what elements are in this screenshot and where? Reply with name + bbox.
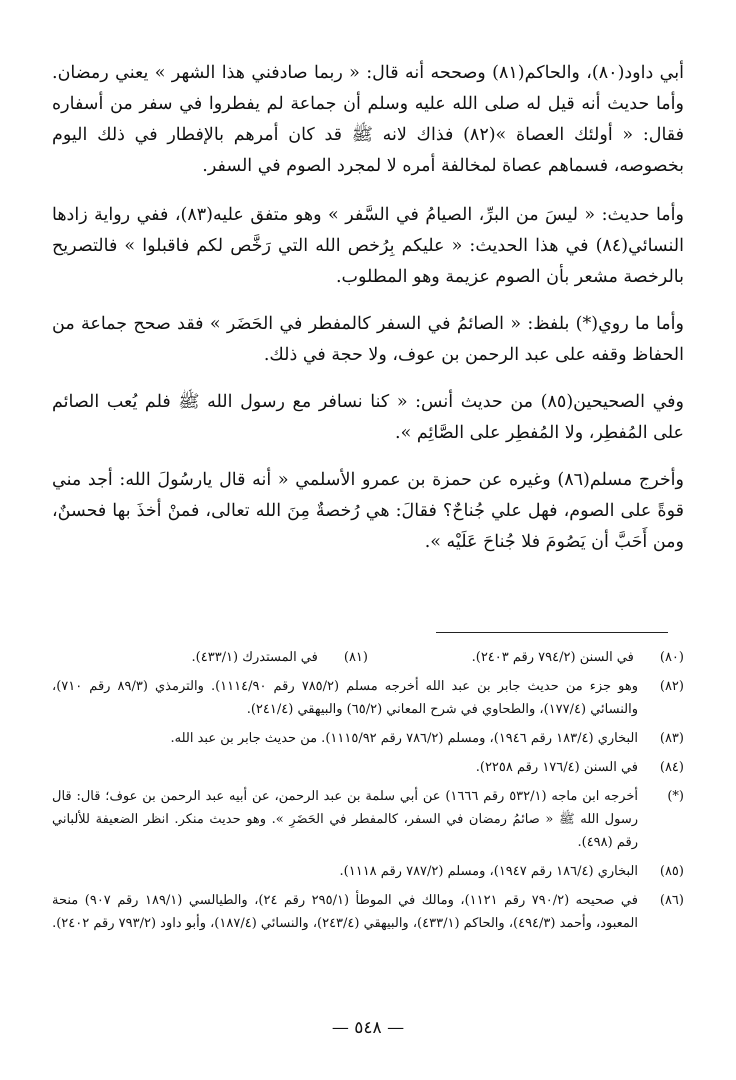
paragraph-2: وأما حديث: « ليسَ من البرِّ، الصيامُ في السَّفر » وهو متفق عليه(٨٣)، ففي رواية زادها النسائي(٨٤) في هذا الحديث: « عليكم بِرُخص الله التي رَخَّص لكم فاقبلوا » فالتصريح بالرخصة مشعر بأن الصوم عزيمة وهو المطلوب. bbox=[52, 205, 684, 287]
footnote-number: (٨٤) bbox=[659, 760, 684, 775]
footnote-text: وهو جزء من حديث جابر بن عبد الله أخرجه مسلم (٧٨٥/٢ رقم ١١١٤/٩٠). والترمذي (٨٩/٣ رقم ٧١٠)، والنسائي (١٧٧/٤)، والطحاوي في شرح المعاني (٦٥/٢) والبيهقي (٢٤١/٤). bbox=[52, 679, 638, 717]
footnote-number: (٨٥) bbox=[659, 864, 684, 879]
footnote-text: أخرجه ابن ماجه (٥٣٢/١ رقم ١٦٦٦) عن أبي سلمة بن عبد الرحمن، عن أبيه عبد الرحمن بن عوف؛ قال: قال رسول الله ﷺ « صائمُ رمضان في السفر، كالمفطر في الحَضَرِ ». وهو حديث منكر. انظر الضعيفة للألباني رقم (٤٩٨). bbox=[52, 789, 638, 850]
footnote-80 bbox=[368, 646, 684, 669]
footnote-text: البخاري (١٨٦/٤ رقم ١٩٤٧)، ومسلم (٧٨٧/٢ رقم ١١١٨). bbox=[339, 864, 638, 879]
footnote-number: (٨٠) bbox=[659, 650, 684, 665]
footnote-text: في السنن (١٧٦/٤ رقم ٢٢٥٨). bbox=[475, 760, 638, 775]
footnote-text: في المستدرك (٤٣٣/١). bbox=[191, 650, 318, 665]
footnote-number: (٨٣) bbox=[659, 731, 684, 746]
footnote-number: (٨٢) bbox=[659, 679, 684, 694]
footnote-text: في صحيحه (٧٩٠/٢ رقم ١١٢١)، ومالك في الموطأ (٢٩٥/١ رقم ٢٤)، والطيالسي (١٨٩/١ رقم ٩٠٧) منحة المعبود، وأحمد (٤٩٤/٣)، والحاكم (٤٣٣/١)، والبيهقي (٢٤٣/٤)، والنسائي (١٨٧/٤)، وأبو داود (٧٩٣/٢ رقم ٢٤٠٢). bbox=[52, 893, 638, 931]
main-text bbox=[52, 58, 684, 574]
footnote-text: البخاري (١٨٣/٤ رقم ١٩٤٦)، ومسلم (٧٨٦/٢ رقم ١١١٥/٩٢). من حديث جابر بن عبد الله. bbox=[170, 731, 638, 746]
footnote-number: (٨٦) bbox=[659, 893, 684, 908]
footnote-star bbox=[52, 785, 684, 854]
footnote-number: (*) bbox=[667, 789, 684, 804]
paragraph-1: أبي داود(٨٠)، والحاكم(٨١) وصححه أنه قال: « ربما صادفني هذا الشهر » يعني رمضان. وأما حديث أنه قيل له صلى الله عليه وسلم أن جماعة لم يفطروا في سفر من أسفاره فقال: « أولئك العصاة »(٨٢) فذاك لانه ﷺ قد كان أمرهم بالإفطار في ذلك اليوم بخصوصه، فسماهم عصاة لمخالفة أمره لا لمجرد الصوم في السفر. bbox=[52, 63, 684, 176]
page-number: — ٥٤٨ — bbox=[331, 1018, 405, 1038]
footnotes bbox=[52, 646, 684, 941]
footnote-83 bbox=[52, 727, 684, 750]
paragraph-5: وأخرج مسلم(٨٦) وغيره عن حمزة بن عمرو الأسلمي « أنه قال يارسُولَ الله: أجد مني قوةً على الصوم، فهل علي جُناحٌ؟ فقالَ: هي رُخصةٌ مِنَ الله تعالى، فمنْ أخذَ بها فحسنٌ، ومن أَحَبَّ أن يَصُومَ فلا جُناحَ عَلَيْه ». bbox=[52, 470, 684, 552]
footnote-number: (٨١) bbox=[343, 650, 368, 665]
footnote-pair bbox=[52, 646, 684, 669]
footnote-84 bbox=[52, 756, 684, 779]
footnote-85 bbox=[52, 860, 684, 883]
paragraph-4: وفي الصحيحين(٨٥) من حديث أنس: « كنا نسافر مع رسول الله ﷺ فلم يُعب الصائم على المُفطِر، ولا المُفطِر على الصَّائِم ». bbox=[52, 392, 684, 443]
footnote-separator bbox=[436, 632, 668, 633]
footnote-text: في السنن (٧٩٤/٢ رقم ٢٤٠٣). bbox=[471, 650, 634, 665]
paragraph-3: وأما ما روي(*) بلفظ: « الصائمُ في السفر كالمفطر في الحَضَر » فقد صحح جماعة من الحفاظ وقفه على عبد الرحمن بن عوف، ولا حجة في ذلك. bbox=[52, 314, 684, 365]
footnote-81 bbox=[52, 646, 368, 669]
footnote-86 bbox=[52, 889, 684, 935]
footnote-82 bbox=[52, 675, 684, 721]
